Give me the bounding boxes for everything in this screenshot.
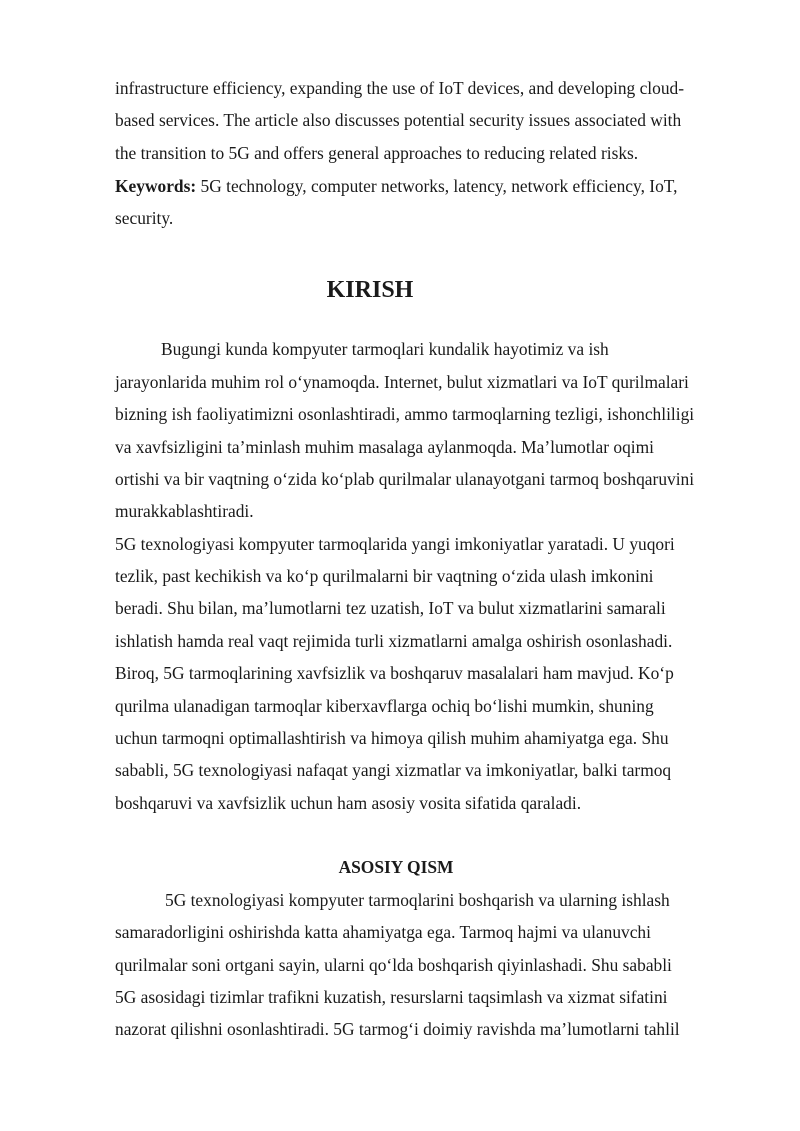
keywords-line-cont: security. (115, 208, 174, 228)
abstract-line: the transition to 5G and offers general approaches to reducing related risks. (115, 143, 639, 163)
paragraph-line: ortishi va bir vaqtning o‘zida ko‘plab qurilmalar ulanayotgani tarmoq boshqaruvini (115, 469, 695, 489)
paragraph-line: jarayonlarida muhim rol o‘ynamoqda. Internet, bulut xizmatlari va IoT qurilmalari (115, 372, 689, 392)
paragraph-line: nazorat qilishni osonlashtiradi. 5G tarmog‘i doimiy ravishda ma’lumotlarni tahlil (115, 1019, 680, 1039)
paragraph-line: Bugungi kunda kompyuter tarmoqlari kundalik hayotimiz va ish (161, 339, 609, 359)
keywords-text: 5G technology, computer networks, latency, network efficiency, IoT, (196, 176, 678, 196)
paragraph-line: qurilmalar soni ortgani sayin, ularni qo‘lda boshqarish qiyinlashadi. Shu sababli (115, 955, 672, 975)
section-heading-main: ASOSIY QISM (338, 857, 454, 877)
paragraph-line: bizning ish faoliyatimizni osonlashtiradi, ammo tarmoqlarning tezligi, ishonchliligi (115, 404, 695, 424)
paragraph-line: ishlatish hamda real vaqt rejimida turli xizmatlarni amalga oshirish osonlashadi. (115, 631, 673, 651)
paragraph-line: uchun tarmoqni optimallashtirish va himoya qilish muhim ahamiyatga ega. Shu (115, 728, 669, 748)
abstract-line: infrastructure efficiency, expanding the use of IoT devices, and developing cloud- (115, 78, 685, 98)
paragraph-line: beradi. Shu bilan, ma’lumotlarni tez uzatish, IoT va bulut xizmatlarini samarali (115, 598, 666, 618)
paragraph-line: 5G asosidagi tizimlar trafikni kuzatish, resurslarni taqsimlash va xizmat sifatini (115, 987, 668, 1007)
abstract-line: based services. The article also discusses potential security issues associated with (115, 110, 682, 130)
keywords-line (115, 176, 677, 196)
paragraph-line: murakkablashtiradi. (115, 501, 254, 521)
paragraph-line: va xavfsizligini ta’minlash muhim masalaga aylanmoqda. Ma’lumotlar oqimi (115, 437, 654, 457)
paragraph-line: 5G texnologiyasi kompyuter tarmoqlarida yangi imkoniyatlar yaratadi. U yuqori (115, 534, 675, 554)
paragraph-line: sababli, 5G texnologiyasi nafaqat yangi xizmatlar va imkoniyatlar, balki tarmoq (115, 760, 672, 780)
paragraph-line: Biroq, 5G tarmoqlarining xavfsizlik va boshqaruv masalalari ham mavjud. Ko‘p (115, 663, 674, 683)
paragraph-line: boshqaruvi va xavfsizlik uchun ham asosiy vosita sifatida qaraladi. (115, 793, 582, 813)
paragraph-line: tezlik, past kechikish va ko‘p qurilmalarni bir vaqtning o‘zida ulash imkonini (115, 566, 654, 586)
paragraph-line: samaradorligini oshirishda katta ahamiyatga ega. Tarmoq hajmi va ulanuvchi (115, 922, 651, 942)
paragraph-line: 5G texnologiyasi kompyuter tarmoqlarini boshqarish va ularning ishlash (165, 890, 670, 910)
paragraph-line: qurilma ulanadigan tarmoqlar kiberxavflarga ochiq bo‘lishi mumkin, shuning (115, 696, 654, 716)
section-heading-intro: KIRISH (326, 277, 414, 303)
keywords-label: Keywords: (115, 176, 197, 196)
